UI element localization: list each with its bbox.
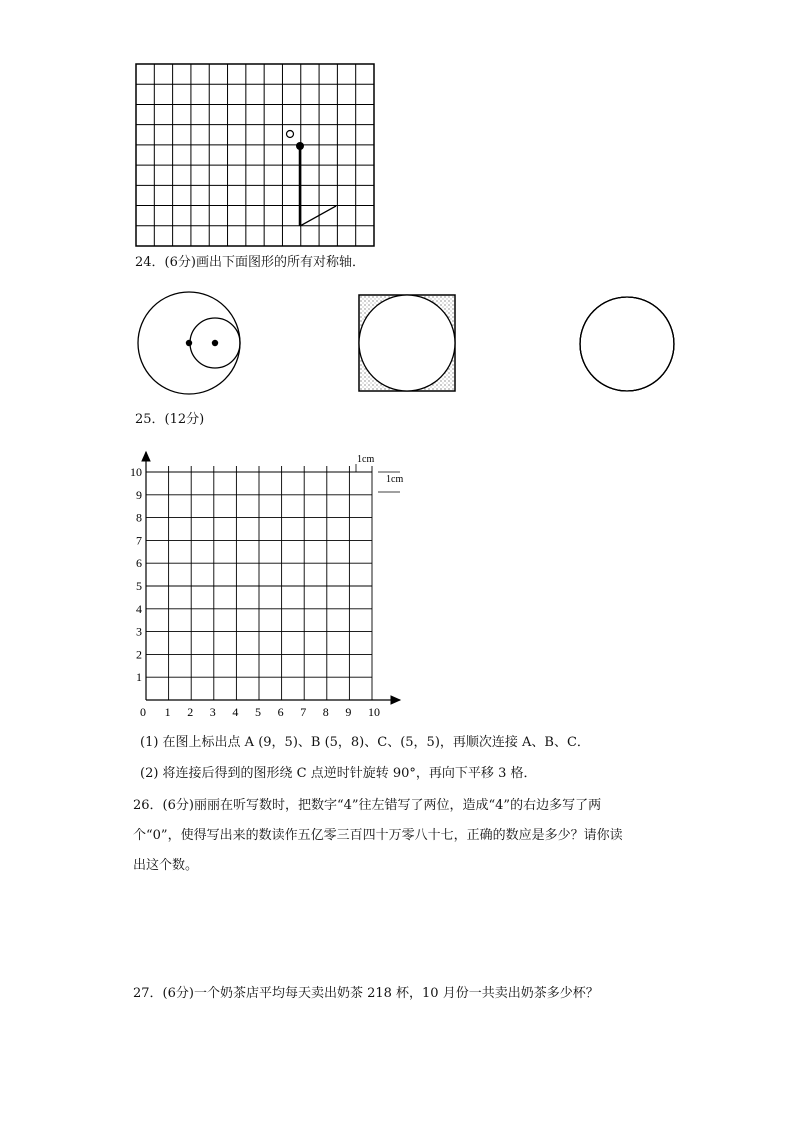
- y-tick-label: 1: [136, 670, 142, 685]
- y-tick-label: 8: [136, 510, 142, 525]
- circle-in-circle-figure: [134, 290, 244, 398]
- clock-hand-grid-figure: [130, 60, 380, 252]
- x-tick-label: 6: [277, 705, 284, 719]
- y-tick-label: 5: [136, 579, 142, 593]
- q25-label: 25．(12分): [135, 412, 205, 427]
- open-point: [287, 131, 294, 138]
- small-circle-center: [212, 340, 218, 346]
- circle-in-square-figure: [356, 292, 458, 394]
- x-tick-label: 4: [232, 705, 239, 719]
- x-tick-label: 2: [187, 705, 194, 719]
- y-tick-label: 6: [136, 556, 142, 571]
- flower-in-circle-figure: [575, 292, 679, 396]
- q26-line1: 26．(6分)丽丽在听写数时，把数字“4”往左错写了两位，造成“4”的右边多写了两: [133, 798, 602, 813]
- x-tick-label: 3: [209, 705, 216, 719]
- x-tick-label: 0: [140, 705, 146, 719]
- unit-label-horizontal: 1cm: [357, 454, 375, 465]
- unit-label-vertical: 1cm: [386, 474, 404, 485]
- y-tick-label: 9: [136, 487, 142, 502]
- coordinate-grid: [128, 444, 418, 724]
- q26-question: [133, 791, 693, 881]
- x-tick-label: 8: [322, 705, 329, 719]
- large-circle-center: [186, 340, 192, 346]
- y-tick-label: 10: [130, 465, 142, 479]
- y-tick-label: 3: [136, 624, 142, 639]
- q25-part2: (2) 将连接后得到的图形绕 C 点逆时针旋转 90°，再向下平移 3 格．: [140, 766, 537, 781]
- x-tick-label: 9: [345, 705, 352, 719]
- q26-line3: 出这个数。: [133, 858, 199, 873]
- y-tick-label: 2: [136, 647, 142, 662]
- q24-label: 24．(6分)画出下面图形的所有对称轴．: [135, 255, 365, 270]
- x-tick-label: 7: [300, 705, 307, 719]
- petal: [580, 297, 674, 391]
- q26-line2: 个“0”，使得写出来的数读作五亿零三百四十万零八十七，正确的数应是多少？请你读: [133, 828, 623, 843]
- q25-part1: (1) 在图上标出点 A (9，5)、B (5，8)、C、(5，5)，再顺次连接 A、B、C．: [140, 735, 590, 750]
- x-tick-label: 10: [368, 705, 380, 719]
- x-tick-label: 5: [255, 705, 261, 719]
- y-tick-label: 7: [136, 533, 142, 548]
- q27-question: 27．(6分)一个奶茶店平均每天卖出奶茶 218 杯，10 月份一共卖出奶茶多少杯？: [133, 986, 599, 1001]
- x-tick-label: 1: [164, 705, 171, 719]
- y-tick-label: 4: [136, 601, 142, 616]
